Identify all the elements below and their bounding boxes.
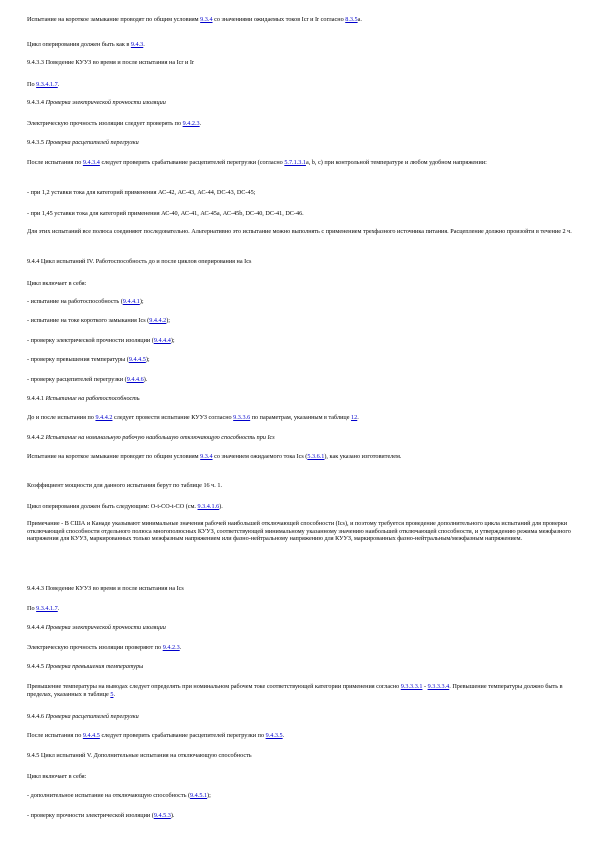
text-span: со значением ожидаемого тока Ics (: [212, 453, 308, 460]
paragraph: [27, 792, 572, 800]
paragraph: [27, 732, 572, 740]
text-span: 9.4.4.4: [27, 624, 46, 631]
text-span: -: [422, 683, 428, 690]
text-span: .: [357, 414, 359, 421]
text-span: - при 1,45 уставки тока для категорий применения АС-40, АС-41, АС-45а, АС-45b, DC-40, DC-41, DC-46.: [27, 210, 304, 217]
paragraph: [27, 812, 572, 820]
text-span: а.: [357, 16, 362, 23]
paragraph: [27, 280, 572, 288]
text-span: - дополнительное испытание на отключающую способность (: [27, 792, 191, 799]
text-span: );: [166, 317, 171, 324]
italic-heading-text: Испытание на работоспособность: [45, 395, 140, 402]
paragraph: [27, 59, 572, 67]
text-span: - проверку расцепителей перегрузки (: [27, 376, 127, 383]
paragraph: [27, 356, 572, 364]
section-link[interactable]: 9.3.4.1.7: [36, 81, 58, 88]
paragraph: [27, 189, 572, 197]
text-span: следует провести испытание КУУЗ согласно: [112, 414, 234, 421]
text-span: До и после испытания по: [27, 414, 96, 421]
text-span: Электрическую прочность изоляции следует проверять по: [27, 120, 183, 127]
text-span: Цикл оперирования должен быть следующим: O-t-CO-t-CO (см.: [27, 503, 198, 510]
text-span: 9.4.3.5: [27, 139, 46, 146]
section-link[interactable]: 5: [110, 690, 114, 698]
text-span: - проверку превышения температуры (: [27, 356, 129, 363]
text-span: Превышение температуры на выводах следует определять при номинальном рабочем токе соответствующей категории применения согласно: [27, 683, 401, 690]
text-span: Цикл включает в себя:: [27, 773, 87, 780]
text-span: - испытание на токе короткого замыкания Ics (: [27, 317, 150, 324]
section-link[interactable]: 9.4.4.1: [122, 298, 140, 305]
text-span: Электрическую прочность изоляции проверяют по: [27, 644, 163, 651]
section-link[interactable]: 9.4.3.5: [265, 732, 283, 739]
paragraph: [27, 683, 572, 698]
paragraph: [27, 210, 572, 218]
text-span: .: [199, 120, 202, 127]
text-span: 9.4.4.3 Поведение КУУЗ во время и после испытания на Ics: [27, 585, 184, 592]
text-span: - проверку прочности электрической изоляции (: [27, 812, 154, 819]
paragraph: [27, 773, 572, 781]
text-span: следует проверить срабатывание расцепителей перегрузки по: [99, 732, 266, 739]
text-span: 9.4.3.3 Поведение КУУЗ во время и после испытания на Icr и Ir: [27, 59, 195, 66]
paragraph: [27, 503, 572, 511]
text-span: Для этих испытаний все полюса соединяют последовательно. Альтернативно это испытание можно выполнять с применением трехфазного источника питания. Расцепление должно произойти в течение 2 ч.: [27, 228, 572, 235]
text-span: По: [27, 605, 37, 612]
paragraph: [27, 16, 572, 24]
text-span: Цикл оперирования должен быть как в: [27, 41, 131, 48]
text-span: ).: [219, 503, 223, 510]
section-link[interactable]: 9.3.3.3.1: [400, 683, 423, 690]
italic-heading-text: Испытание на номинальную рабочую наибольшую отключающую способность при Ics: [45, 434, 275, 441]
paragraph: [27, 139, 572, 147]
section-link[interactable]: 9.4.4.5: [128, 356, 146, 363]
text-span: Коэффициент мощности для данного испытания берут по таблице 16 ч. 1.: [27, 482, 223, 489]
paragraph: [27, 395, 572, 403]
section-link[interactable]: 9.4.4.5: [82, 732, 100, 739]
text-span: Испытание на короткое замыкание проводят по общим условиям: [27, 453, 201, 460]
section-link[interactable]: 9.3.3.3.4: [427, 683, 450, 690]
section-link[interactable]: 9.4.2.3: [162, 644, 180, 651]
italic-heading-text: Проверка расцепителей перегрузки: [45, 139, 139, 146]
text-span: . Превышение температуры должно быть в пределах, указанных в таблице: [27, 683, 563, 698]
text-span: После испытания по: [27, 159, 83, 166]
text-span: 9.4.4.2: [27, 434, 46, 441]
text-span: - испытание на работоспособность (: [27, 298, 123, 305]
section-link[interactable]: 9.4.4.2: [149, 317, 167, 324]
section-link[interactable]: 9.4.2.3: [182, 120, 200, 127]
paragraph: [27, 337, 572, 345]
text-span: Примечание - В США и Канаде указывают минимальные значения рабочей наибольшей отключающей способности (Ics), и поэтому требуется проведение дополнительного цикла испытаний для проверки отключающей способности отдельного полюса многополюсных КУУЗ, соответствующей минимальному указанному значению наибольшей отключающей способности, и утверждению режима межфазного напряжения для КУУЗ, маркированных только межфазным напряжением или фазно-нейтральному напряжению для КУУЗ, маркированных фазно-нейтральным/межфазным напряжением.: [27, 520, 571, 543]
text-span: );: [145, 356, 150, 363]
italic-heading-text: Проверка электрической прочности изоляции: [45, 624, 166, 631]
paragraph: [27, 414, 572, 422]
text-span: 9.4.3.4: [27, 99, 46, 106]
paragraph: [27, 41, 572, 49]
paragraph: [27, 81, 572, 89]
section-link[interactable]: 9.3.3.6: [233, 414, 251, 421]
section-link[interactable]: 9.4.4.6: [126, 376, 144, 383]
section-link[interactable]: 8.3.5: [345, 16, 358, 23]
paragraph: [27, 317, 572, 325]
text-span: ).: [170, 812, 175, 819]
text-span: .: [282, 732, 285, 739]
section-link[interactable]: 12: [351, 414, 358, 421]
paragraph: [27, 605, 572, 613]
paragraph: [27, 752, 572, 760]
paragraph: [27, 453, 572, 461]
text-span: .: [113, 690, 115, 698]
paragraph: [27, 298, 572, 306]
paragraph: [27, 258, 572, 266]
section-link[interactable]: 5.3.6.1: [307, 453, 325, 460]
paragraph: [27, 663, 572, 671]
text-span: следует проверить срабатывание расцепителей перегрузки (согласно: [99, 159, 285, 166]
italic-heading-text: Проверка электрической прочности изоляции: [45, 99, 166, 106]
section-link[interactable]: 9.4.4.2: [95, 414, 113, 421]
text-span: 9.4.5 Цикл испытаний V. Дополнительные испытания на отключающую способность: [27, 752, 252, 759]
section-link[interactable]: 9.3.4.1.6: [197, 503, 220, 510]
text-span: .: [57, 81, 60, 88]
section-link[interactable]: 9.3.4: [200, 16, 213, 23]
section-link[interactable]: 9.4.5.1: [190, 792, 208, 799]
text-span: );: [139, 298, 144, 305]
section-link[interactable]: 9.4.5.3: [153, 812, 171, 819]
paragraph: [27, 624, 572, 632]
text-span: .: [143, 41, 145, 48]
paragraph: [27, 99, 572, 107]
text-span: );: [207, 792, 211, 799]
section-link[interactable]: 9.3.4: [200, 453, 213, 460]
text-span: ), как указано изготовителем.: [324, 453, 402, 460]
text-span: ).: [143, 376, 148, 383]
text-span: 9.4.4.5: [27, 663, 46, 670]
paragraph: [27, 520, 572, 543]
text-span: 9.4.4.6: [27, 713, 46, 720]
text-span: а, b, c) при контрольной температуре и любом удобном напряжении:: [305, 159, 487, 166]
paragraph: [27, 376, 572, 384]
paragraph: [27, 585, 572, 593]
paragraph: [27, 644, 572, 652]
paragraph: [27, 482, 572, 490]
text-span: 9.4.4.1: [27, 395, 46, 402]
text-span: 9.4.4 Цикл испытаний IV. Работоспособность до и после циклов оперирования на Ics: [27, 258, 252, 265]
text-span: После испытания по: [27, 732, 83, 739]
paragraph: [27, 159, 572, 167]
section-link[interactable]: 9.3.4.1.7: [36, 605, 58, 612]
text-span: .: [57, 605, 60, 612]
text-span: со значениями ожидаемых токов Icr и Ir согласно: [212, 16, 346, 23]
text-span: - проверку электрической прочности изоляции (: [27, 337, 154, 344]
paragraph: [27, 434, 572, 442]
paragraph: [27, 713, 572, 721]
text-span: - при 1,2 уставки тока для категорий применения АС-42, АС-43, АС-44, DC-43, DC-45;: [27, 189, 256, 196]
section-link[interactable]: 9.4.3.4: [82, 159, 100, 166]
text-span: .: [179, 644, 182, 651]
text-span: по параметрам, указанным в таблице: [250, 414, 352, 421]
section-link[interactable]: 9.4.4.4: [153, 337, 171, 344]
section-link[interactable]: 9.4.3: [130, 41, 144, 48]
text-span: Цикл включает в себя:: [27, 280, 87, 287]
paragraph: [27, 120, 572, 128]
section-link[interactable]: 5.7.1.3.1: [284, 159, 306, 166]
text-span: Испытание на короткое замыкание проводят по общим условиям: [27, 16, 201, 23]
paragraph: [27, 228, 572, 236]
text-span: По: [27, 81, 37, 88]
italic-heading-text: Проверка превышения температуры: [45, 663, 144, 670]
text-span: );: [170, 337, 175, 344]
italic-heading-text: Проверка расцепителей перегрузки: [45, 713, 139, 720]
